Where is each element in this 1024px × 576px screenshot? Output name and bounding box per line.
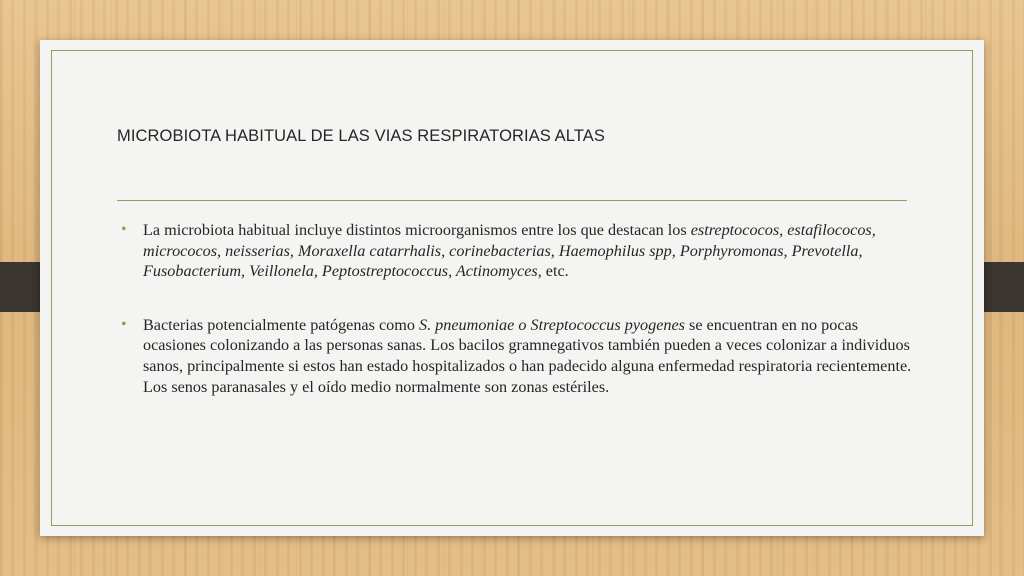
bullet-item-pathogens: [121, 315, 921, 397]
slide-card: [40, 40, 984, 536]
title-divider: [117, 200, 907, 201]
bullet-icon: •: [121, 315, 127, 333]
bullet-tail-text: , etc.: [537, 262, 569, 281]
bullet-list: [121, 220, 921, 397]
bullet-item-microbiota: [121, 220, 921, 282]
bullet-tail-text: se encuentran en no pocas ocasiones colonizando a las personas sanas. Los bacilos gramnegativos también pueden a veces colonizar a individuos sanos, principalmente si estos han estado hospitalizados o han padecido alguna enfermedad respiratoria recientemente. Los senos paranasales y el oído medio normalmente son zonas estériles.: [143, 315, 912, 396]
bullet-lead-text: Bacterias potencialmente patógenas como: [143, 315, 415, 334]
pathogen-species: S. pneumoniae o Streptococcus pyogenes: [418, 315, 685, 334]
slide-title: MICROBIOTA HABITUAL DE LAS VIAS RESPIRATORIAS ALTAS: [117, 127, 606, 145]
organism-list: estreptococos, estafilococos, micrococos, neisserias, Moraxella catarrhalis, corinebacterias, Haemophilus spp, Porphyromonas, Prevotella, Fusobacterium, Veillonela, Peptostreptococcus, Actinomyces: [143, 221, 876, 281]
bullet-lead-text: La microbiota habitual incluye distintos microorganismos entre los que destacan los: [143, 221, 687, 239]
bullet-icon: •: [121, 221, 127, 238]
